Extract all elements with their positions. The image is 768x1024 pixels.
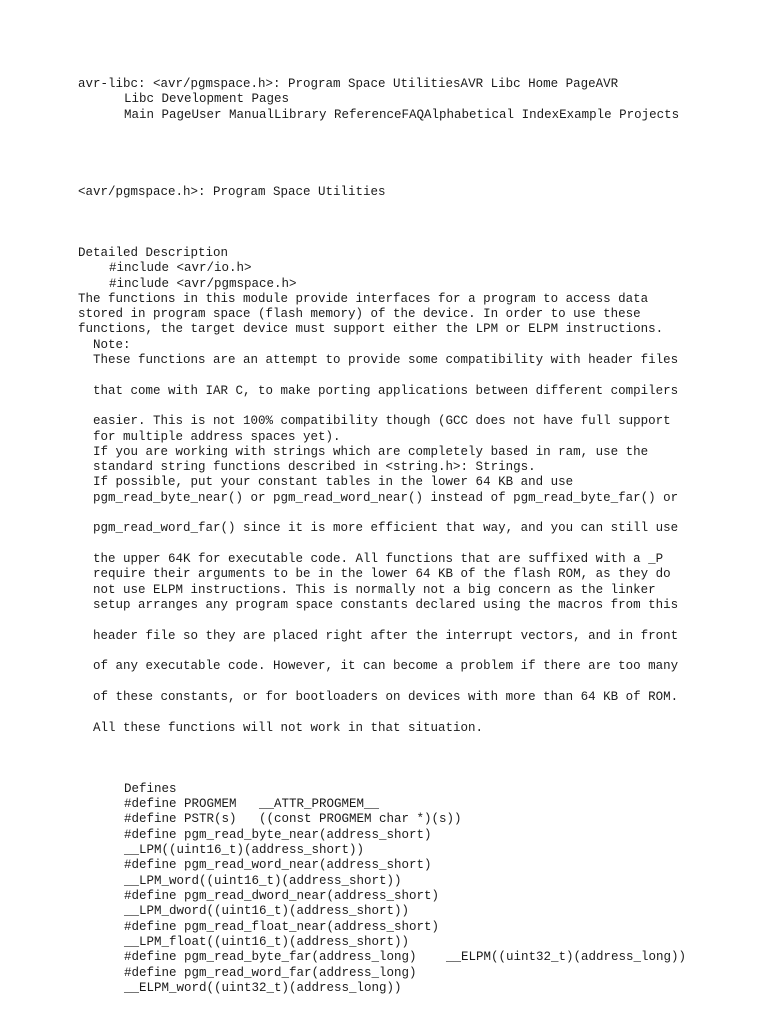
note-line: header file so they are placed right after the interrupt vectors, and in front [93, 629, 679, 643]
nav-links-line: Main PageUser ManualLibrary ReferenceFAQAlphabetical IndexExample Projects [124, 108, 680, 122]
note-line: All these functions will not work in that situation. [93, 721, 484, 735]
section-heading: Detailed Description [78, 246, 229, 260]
intro-line: stored in program space (flash memory) of the device. In order to use these [78, 307, 641, 321]
define-line: #define pgm_read_dword_near(address_short) [124, 889, 440, 903]
define-line: __ELPM_word((uint32_t)(address_long)) [124, 981, 402, 995]
define-value: __ELPM((uint32_t)(address_long)) [446, 950, 687, 964]
define-line: #define PROGMEM __ATTR_PROGMEM__ [124, 797, 380, 811]
note-label: Note: [93, 338, 131, 352]
note-line: These functions are an attempt to provide some compatibility with header files [93, 353, 679, 367]
define-line: __LPM_dword((uint16_t)(address_short)) [124, 904, 410, 918]
define-line: #define pgm_read_float_near(address_short) [124, 920, 440, 934]
intro-line: functions, the target device must support either the LPM or ELPM instructions. [78, 322, 664, 336]
note-line: easier. This is not 100% compatibility though (GCC does not have full support [93, 414, 671, 428]
note-line: of any executable code. However, it can become a problem if there are too many [93, 659, 679, 673]
note-line: setup arranges any program space constants declared using the macros from this [93, 598, 679, 612]
note-line: pgm_read_word_far() since it is more efficient that way, and you can still use [93, 521, 679, 535]
note-line: standard string functions described in <string.h>: Strings. [93, 460, 536, 474]
define-line: #define pgm_read_word_far(address_long) [124, 966, 417, 980]
include-line: #include <avr/io.h> [109, 261, 252, 275]
define-line: #define pgm_read_word_near(address_short) [124, 858, 432, 872]
intro-line: The functions in this module provide interfaces for a program to access data [78, 292, 649, 306]
include-line: #include <avr/pgmspace.h> [109, 277, 297, 291]
define-line: __LPM((uint16_t)(address_short)) [124, 843, 365, 857]
define-line: #define pgm_read_byte_near(address_short) [124, 828, 432, 842]
page-title: <avr/pgmspace.h>: Program Space Utilities [78, 185, 386, 199]
define-line: #define PSTR(s) ((const PROGMEM char *)(s)) [124, 812, 462, 826]
note-line: If possible, put your constant tables in the lower 64 KB and use [93, 475, 574, 489]
define-line: #define pgm_read_byte_far(address_long) [124, 950, 417, 964]
define-line: __LPM_word((uint16_t)(address_short)) [124, 874, 402, 888]
note-line: require their arguments to be in the lower 64 KB of the flash ROM, as they do [93, 567, 671, 581]
header-title-line: avr-libc: <avr/pgmspace.h>: Program Space UtilitiesAVR Libc Home PageAVR [78, 77, 619, 91]
note-line: pgm_read_byte_near() or pgm_read_word_near() instead of pgm_read_byte_far() or [93, 491, 679, 505]
note-line: of these constants, or for bootloaders on devices with more than 64 KB of ROM. [93, 690, 679, 704]
note-line: If you are working with strings which are completely based in ram, use the [93, 445, 649, 459]
defines-heading: Defines [124, 782, 177, 796]
note-line: the upper 64K for executable code. All functions that are suffixed with a _P [93, 552, 664, 566]
note-line: that come with IAR C, to make porting applications between different compilers [93, 384, 679, 398]
note-line: for multiple address spaces yet). [93, 430, 341, 444]
note-line: not use ELPM instructions. This is normally not a big concern as the linker [93, 583, 656, 597]
define-line: __LPM_float((uint16_t)(address_short)) [124, 935, 410, 949]
header-subtitle-line: Libc Development Pages [124, 92, 290, 106]
